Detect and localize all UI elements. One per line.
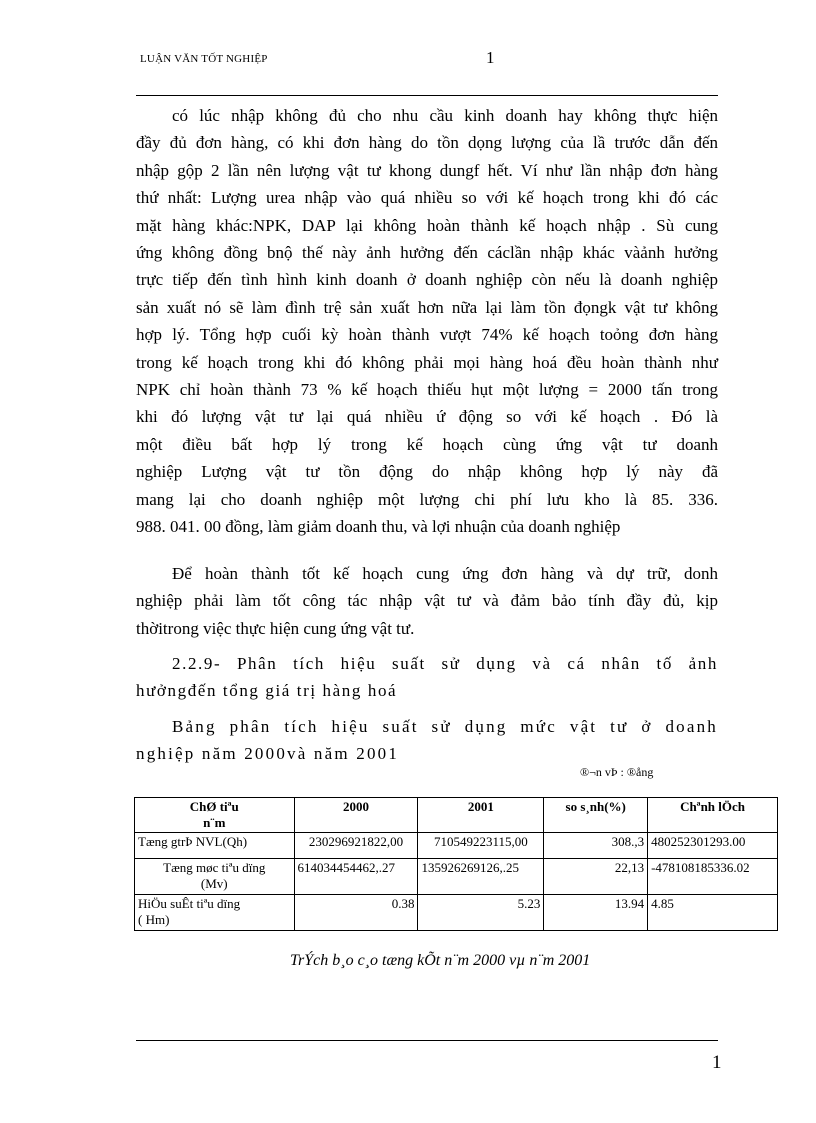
text-line: nghiệp phải làm tốt công tác nhập vật tư và đảm bảo tính đầy đủ, kịp [136, 591, 718, 611]
text-line: có lúc nhập không đủ cho nhu cầu kinh doanh hay không thực hiện [172, 106, 718, 125]
cell-comparison: 308.,3 [544, 833, 648, 859]
text-line: một điều bất hợp lý trong kế hoạch cùng ứng vật tư doanh [136, 434, 718, 454]
table-row [135, 833, 778, 859]
cell-2001: 5.23 [418, 895, 544, 931]
text-line: trong kế hoạch trong khi đó không phải mọi hàng hoá đều hoàn thành như [136, 352, 718, 372]
table-caption: TrÝch b¸o c¸o tæng kÕt n¨m 2000 vµ n¨m 2001 [290, 952, 591, 969]
cell-difference: 480252301293.00 [648, 833, 778, 859]
table-row [135, 895, 778, 931]
footer-page-number: 1 [712, 1052, 722, 1073]
text-line: khi đó lượng vật tư lại quá nhiều ứ động so với kế hoạch . Đó là [136, 407, 718, 427]
running-header-title: LUẬN VĂN TỐT NGHIỆP [140, 53, 268, 65]
header-cell-2000: 2000 [294, 798, 418, 833]
row-label: HiÖu suÊt tiªu dïng ( Hm) [135, 895, 295, 931]
table-header-row [135, 798, 778, 833]
text-line: mang lại cho doanh nghiệp một lượng chi phí lưu kho là 85. 336. [136, 489, 718, 509]
text-line: thờitrong việc thực hiện cung ứng vật tư. [136, 618, 415, 638]
header-cell-2001: 2001 [418, 798, 544, 833]
footer-rule [136, 1040, 718, 1041]
text-line: NPK chỉ hoàn thành 73 % kế hoạch thiếu hụt một lượng = 2000 tấn trong [136, 380, 718, 400]
section-heading [136, 650, 718, 705]
text-line: Bảng phân tích hiệu suất sử dụng mức vật tư ở doanh [172, 717, 718, 736]
header-cell-comparison: so s¸nh(%) [544, 798, 648, 833]
header-cell-difference: Chªnh lÖch [648, 798, 778, 833]
cell-2000: 230296921822,00 [294, 833, 418, 859]
text-line: nghiệp Lượng vật tư tồn động do nhập không hợp lý này đã [136, 462, 718, 482]
text-line: sản xuất nó sẽ làm đình trệ sản xuất hơn nữa lại làm tồn đọngk vật tư không [136, 297, 718, 317]
body-paragraph-2 [136, 560, 718, 642]
text-line: Để hoàn thành tốt kế hoạch cung ứng đơn hàng và dự trữ, donh [172, 564, 718, 583]
cell-2001: 710549223115,00 [418, 833, 544, 859]
text-line: ứng không đồng bnộ thế này ảnh hưởng đến cáclần nhập khác vàảnh hưởng [136, 243, 718, 263]
text-line: hợp lý. Tổng hợp cuối kỳ hoàn thành vượt 74% kế hoạch toỏng đơn hàng [136, 325, 718, 345]
table-row [135, 859, 778, 895]
body-paragraph-1 [136, 102, 718, 541]
unit-note: ®¬n vÞ : ®ång [580, 765, 654, 779]
row-label: Tæng møc tiªu dïng (Mv) [135, 859, 295, 895]
text-line: thứ nhất: Lượng urea nhập vào quá nhiều so với kế hoạch trong khi đó các [136, 188, 718, 208]
header-cell-indicator: ChØ tiªu n¨m [135, 798, 295, 833]
cell-2000: 0.38 [294, 895, 418, 931]
text-line: nghiệp năm 2000và năm 2001 [136, 744, 400, 764]
header-rule [136, 95, 718, 96]
cell-difference: -478108185336.02 [648, 859, 778, 895]
analysis-table [134, 797, 778, 931]
cell-difference: 4.85 [648, 895, 778, 931]
table-title [136, 713, 718, 768]
cell-comparison: 22,13 [544, 859, 648, 895]
text-line: nhập gộp 2 lần nên lượng vật tư khong dungf hết. Ví như lần nhập đơn hàng [136, 160, 718, 180]
row-label: Tæng gtrÞ NVL(Qh) [135, 833, 295, 859]
cell-2000: 614034454462,.27 [294, 859, 418, 895]
text-line: mặt hàng khác:NPK, DAP lại không hoàn thành kế hoạch nhập . Sù cung [136, 215, 718, 235]
text-line: 2.2.9- Phân tích hiệu suất sử dụng và cá nhân tố ảnh [172, 654, 718, 673]
text-line: hưởngđến tổng giá trị hàng hoá [136, 681, 398, 701]
cell-comparison: 13.94 [544, 895, 648, 931]
text-line: đầy đủ đơn hàng, có khi đơn hàng do tồn dọng lượng của lầ trước dẫn đến [136, 133, 718, 153]
text-line: 988. 041. 00 đồng, làm giảm doanh thu, và lợi nhuận của doanh nghiệp [136, 517, 621, 537]
header-page-number: 1 [486, 48, 495, 67]
cell-2001: 135926269126,.25 [418, 859, 544, 895]
text-line: trực tiếp đến tình hình kinh doanh ở doanh nghiệp còn nếu là doanh nghiệp [136, 270, 718, 290]
